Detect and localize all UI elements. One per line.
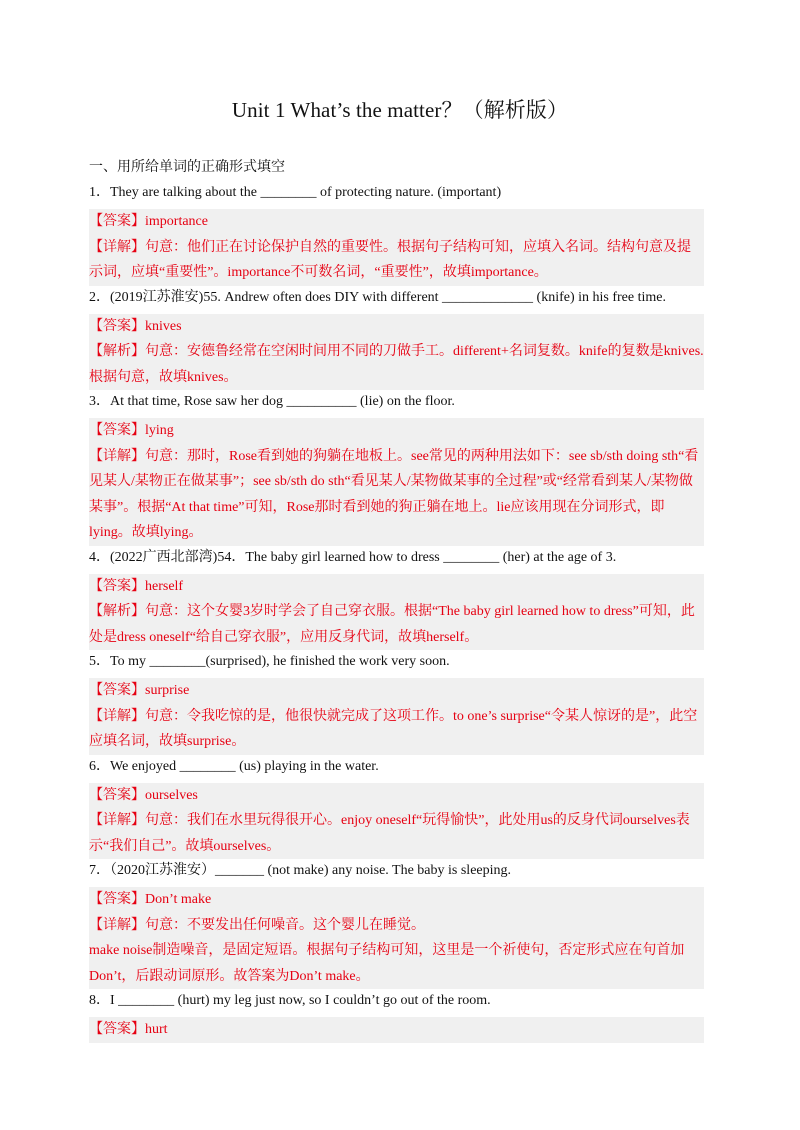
explanation-text: 【解析】句意：这个女婴3岁时学会了自己穿衣服。根据“The baby girl learned how to dress”可知，此处是dress oneself“给自己穿衣服”，应用反身代词，故填herself。 [89,604,695,645]
question-text: 6．We enjoyed ________ (us) playing in the water. [89,758,379,774]
answer-block [89,574,704,651]
question-text: 7．（2020江苏淮安）_______ (not make) any noise. The baby is sleeping. [89,863,512,878]
answer-block [89,314,704,391]
section-heading: 一、用所给单词的正确形式填空 [89,160,285,175]
answer-text: 【答案】surprise [89,683,190,698]
answer-block [89,887,704,989]
answer-text: 【答案】knives [89,318,182,334]
answer-text: 【答案】hurt [89,1022,168,1037]
answer-block [89,678,704,755]
answer-text: 【答案】Don’t make [89,892,212,907]
question-item [89,654,704,755]
explanation-text: 【详解】句意：那时，Rose看到她的狗躺在地板上。see常见的两种用法如下：see sb/sth doing sth“看见某人/某物正在做某事”；see sb/sth do sth“看见某人/某物做某事的全过程”或“经常看到某人/某物做某事”。根据“At that time”可知，Rose那时看到她的狗正躺在地上。lie应该用现在分词形式，即lying。故填lying。 [89,448,699,540]
explanation-text: 【详解】句意：我们在水里玩得很开心。enjoy oneself“玩得愉快”，此处用us的反身代词ourselves表示“我们自己”。故填ourselves。 [89,813,690,854]
explanation-text: 【详解】句意：他们正在讨论保护自然的重要性。根据句子结构可知，应填入名词。结构句意及提示词，应填“重要性”。importance不可数名词，“重要性”，故填importance。 [89,239,691,280]
explanation-text: 【解析】句意：安德鲁经常在空闲时间用不同的刀做手工。different+名词复数。knife的复数是knives.根据句意，故填knives。 [89,344,704,385]
question-text: 5．To my ________(surprised), he finished the work very soon. [89,654,450,669]
question-text: 1．They are talking about the ________ of protecting nature. (important) [89,185,502,200]
answer-block [89,1017,704,1043]
explanation-text: 【详解】句意：令我吃惊的是，他很快就完成了这项工作。to one’s surprise“令某人惊讶的是”，此空应填名词，故填surprise。 [89,708,698,749]
page-title: Unit 1 What’s the matter？（解析版） [231,98,569,122]
question-item [89,185,704,286]
answer-block [89,209,704,286]
question-text: 8．I ________ (hurt) my leg just now, so I couldn’t go out of the room. [89,993,491,1008]
answer-block [89,783,704,860]
question-item [89,394,704,546]
question-item [89,759,704,860]
question-item [89,550,704,651]
answer-text: 【答案】lying [89,423,174,438]
answer-text: 【答案】herself [89,578,184,594]
answer-text: 【答案】importance [89,214,208,229]
answer-text: 【答案】ourselves [89,787,198,803]
question-item [89,863,704,989]
question-text: 2．(2019江苏淮安)55. Andrew often does DIY with different _____________ (knife) in his free time. [89,289,666,305]
content [89,160,704,1047]
question-item [89,290,704,391]
explanation-text: 【详解】句意：不要发出任何噪音。这个婴儿在睡觉。 [89,917,425,933]
question-text: 3．At that time, Rose saw her dog __________ (lie) on the floor. [89,394,455,409]
explanation-text: make noise制造噪音，是固定短语。根据句子结构可知，这里是一个祈使句，否定形式应在句首加Don’t，后跟动词原形。故答案为Don’t make。 [89,943,685,984]
answer-block [89,418,704,546]
question-text: 4．(2022广西北部湾)54．The baby girl learned how to dress ________ (her) at the age of 3. [89,549,617,565]
question-item [89,993,704,1043]
